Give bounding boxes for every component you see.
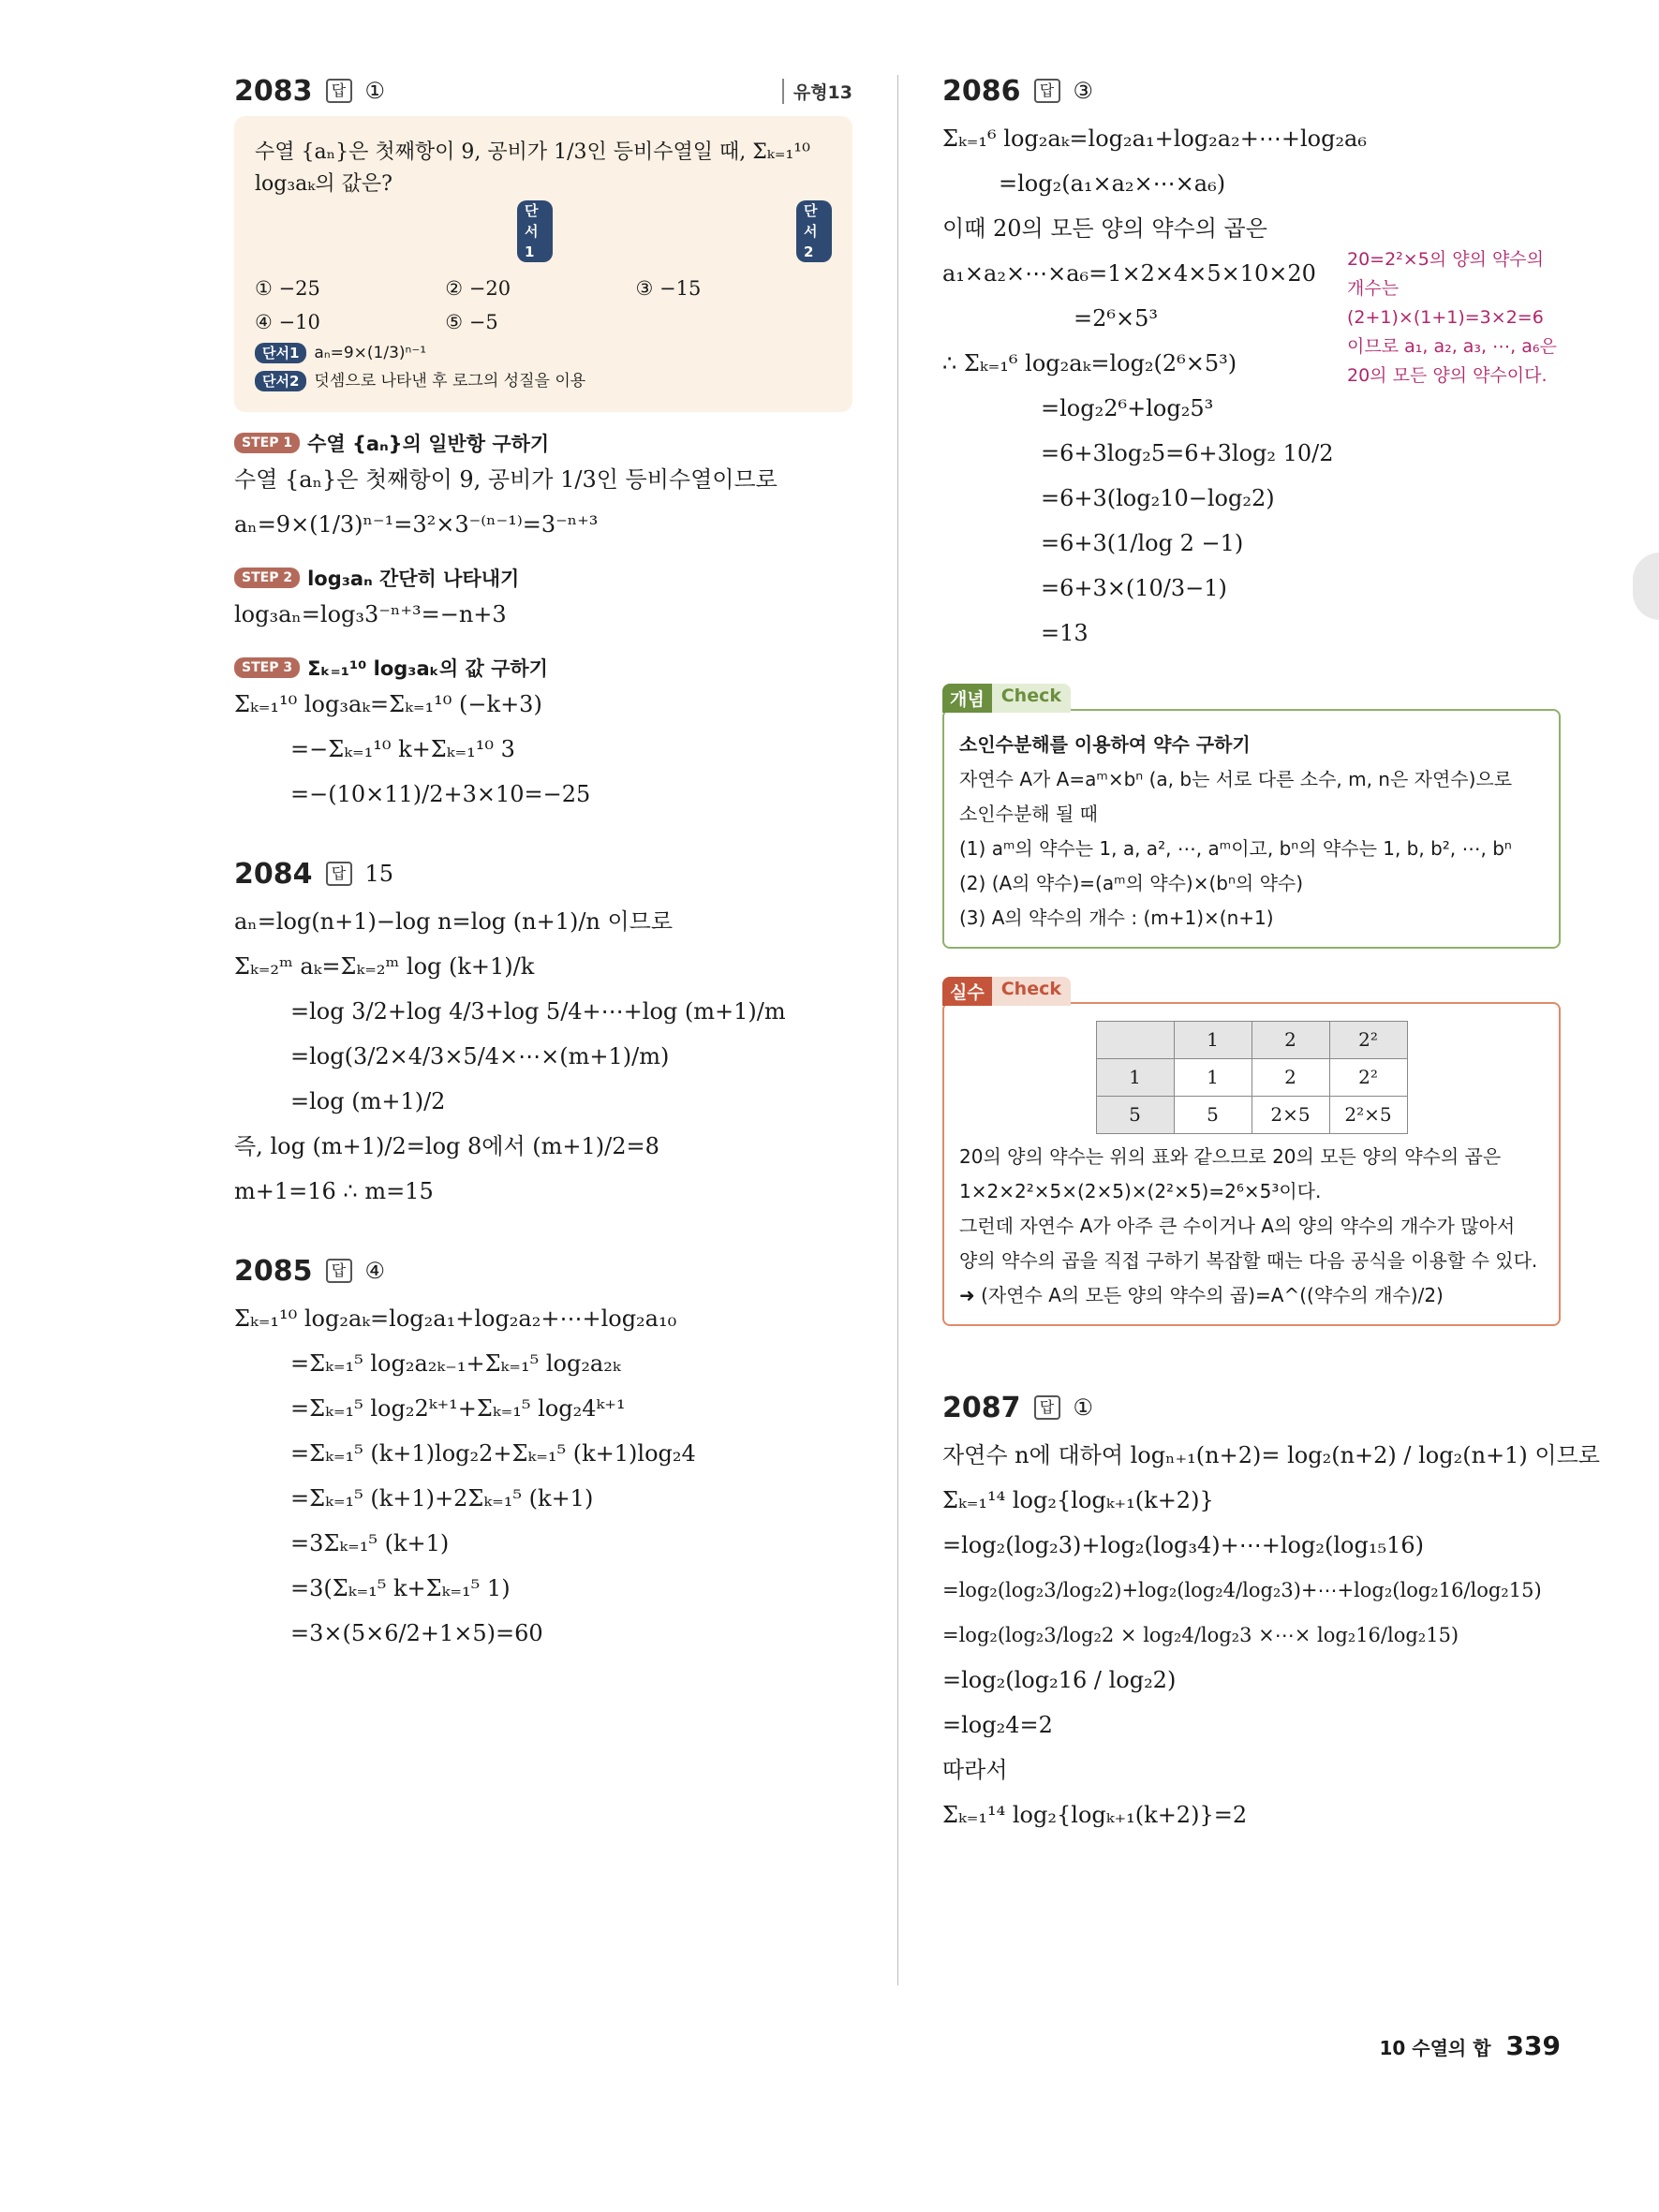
choice: ② −20: [445, 277, 511, 300]
math-line: =log(3/2×4/3×5/4×⋯×(m+1)/m): [290, 1043, 670, 1069]
table-row-header: 1: [1096, 1059, 1174, 1097]
clue-tag-1: 단서1: [517, 200, 553, 262]
chapter-title: 10 수열의 합: [1379, 2037, 1491, 2059]
math-line: =log₂(log₂3)+log₂(log₃4)+⋯+log₂(log₁₅16): [942, 1532, 1424, 1558]
math-line: Σₖ₌₂ᵐ aₖ=Σₖ₌₂ᵐ log (k+1)/k: [234, 953, 535, 980]
math-line: Σₖ₌₁¹⁴ log₂{logₖ₊₁(k+2)}=2: [942, 1802, 1248, 1828]
step-heading: [234, 429, 852, 457]
math-line: =log (m+1)/2: [290, 1088, 446, 1114]
math-line: 따라서: [942, 1757, 1008, 1783]
table-header-cell: 1: [1174, 1022, 1252, 1059]
divisor-table: [1096, 1021, 1408, 1134]
concept-title: 소인수분해를 이용하여 약수 구하기: [959, 733, 1251, 756]
concept-line: 소인수분해 될 때: [959, 803, 1098, 825]
table-cell: 2×5: [1252, 1097, 1329, 1134]
tag-label: Check: [992, 977, 1071, 1006]
mistake-check-tag: [942, 977, 1071, 1006]
math-line: =13: [1041, 620, 1089, 646]
clue-tag-2: 단서2: [255, 371, 306, 391]
math-line: =Σₖ₌₁⁵ (k+1)log₂2+Σₖ₌₁⁵ (k+1)log₂4: [290, 1440, 696, 1467]
table-cell: 2: [1252, 1059, 1329, 1097]
problem-number: 2085: [234, 1254, 313, 1288]
page-number: 339: [1505, 2030, 1561, 2061]
math-line: =−Σₖ₌₁¹⁰ k+Σₖ₌₁¹⁰ 3: [290, 736, 515, 762]
clue-tag-2: 단서2: [796, 200, 832, 262]
mistake-line: 그런데 자연수 A가 아주 큰 수이거나 A의 양의 약수의 개수가 많아서: [959, 1215, 1516, 1237]
answer-value: ①: [1073, 1394, 1094, 1421]
answer-value: ①: [364, 78, 386, 104]
math-line: =2⁶×5³: [1074, 305, 1158, 332]
mistake-line: 양의 약수의 곱을 직접 구하기 복잡할 때는 다음 공식을 이용할 수 있다.: [959, 1249, 1538, 1272]
concept-line: 자연수 A가 A=aᵐ×bⁿ (a, b는 서로 다른 소수, m, n은 자연수)으로: [959, 768, 1513, 790]
math-line: =6+3(1/log 2 −1): [1041, 530, 1244, 556]
hint-2: [255, 367, 832, 395]
math-line: Σₖ₌₁¹⁰ log₃aₖ=Σₖ₌₁¹⁰ (−k+3): [234, 691, 542, 717]
type-tag: 유형13: [782, 79, 852, 104]
problem-number: 2087: [942, 1391, 1021, 1424]
math-line: =Σₖ₌₁⁵ log₂a₂ₖ₋₁+Σₖ₌₁⁵ log₂a₂ₖ: [290, 1350, 621, 1377]
page-footer: [1380, 2030, 1562, 2061]
math-line: =−(10×11)/2+3×10=−25: [290, 781, 591, 807]
math-line: =3(Σₖ₌₁⁵ k+Σₖ₌₁⁵ 1): [290, 1575, 511, 1601]
concept-line: (2) (A의 약수)=(aᵐ의 약수)×(bⁿ의 약수): [959, 872, 1304, 894]
step-title: log₃aₙ 간단히 나타내기: [307, 568, 520, 590]
math-line: =6+3×(10/3−1): [1041, 575, 1227, 601]
answer-icon: 답: [326, 1259, 352, 1283]
hint-text: aₙ=9×(1/3)ⁿ⁻¹: [314, 344, 427, 362]
choice: ① −25: [255, 277, 320, 300]
choice: ③ −15: [635, 277, 702, 300]
problem-header: [234, 848, 852, 899]
step-tag: STEP 2: [234, 568, 300, 588]
question-box: [234, 116, 852, 412]
column-divider: [897, 75, 898, 1985]
step-title: Σₖ₌₁¹⁰ log₃aₖ의 값 구하기: [307, 657, 548, 680]
math-line: ∴ Σₖ₌₁⁶ log₂aₖ=log₂(2⁶×5³): [942, 350, 1237, 376]
answer-value: ③: [1073, 78, 1094, 104]
table-cell: 5: [1174, 1097, 1252, 1134]
problem-number: 2083: [234, 74, 313, 108]
mistake-line: 1×2×2²×5×(2×5)×(2²×5)=2⁶×5³이다.: [959, 1180, 1322, 1202]
choice: ⑤ −5: [445, 311, 498, 333]
step-heading: [234, 654, 852, 682]
mistake-check-box: [942, 1002, 1561, 1326]
table-row-header: 5: [1096, 1097, 1174, 1134]
math-line: =log 3/2+log 4/3+log 5/4+⋯+log (m+1)/m: [290, 998, 786, 1025]
mistake-line: ➜ (자연수 A의 모든 양의 약수의 곱)=A^((약수의 개수)/2): [959, 1284, 1444, 1306]
answer-value: ④: [364, 1258, 386, 1284]
math-line: log₃aₙ=log₃3⁻ⁿ⁺³=−n+3: [234, 601, 507, 627]
math-line: Σₖ₌₁¹⁴ log₂{logₖ₊₁(k+2)}: [942, 1487, 1214, 1513]
chapter-edge-tab: [1633, 553, 1659, 620]
math-line: 자연수 n에 대하여 logₙ₊₁(n+2)= log₂(n+2) / log₂(n+1) 이므로: [942, 1442, 1600, 1468]
table-cell: 2²: [1329, 1059, 1407, 1097]
problem-header: [942, 66, 1561, 116]
margin-note: 20=2²×5의 양의 약수의 개수는 (2+1)×(1+1)=3×2=6 이므로 a₁, a₂, a₃, ⋯, a₆은 20의 모든 양의 약수이다.: [1347, 249, 1557, 386]
math-line: 즉, log (m+1)/2=log 8에서 (m+1)/2=8: [234, 1133, 659, 1159]
math-line: =log₂(log₂3/log₂2 × log₂4/log₂3 ×⋯× log₂16/log₂15): [942, 1624, 1459, 1646]
hint-text: 덧셈으로 나타낸 후 로그의 성질을 이용: [314, 372, 586, 391]
math-line: =Σₖ₌₁⁵ log₂2ᵏ⁺¹+Σₖ₌₁⁵ log₂4ᵏ⁺¹: [290, 1395, 626, 1422]
math-line: a₁×a₂×⋯×a₆=1×2×4×5×10×20: [942, 260, 1316, 287]
step-heading: [234, 564, 852, 592]
answer-icon: 답: [1034, 79, 1060, 103]
table-header-cell: 2: [1252, 1022, 1329, 1059]
choice: ④ −10: [255, 311, 320, 333]
math-line: =3Σₖ₌₁⁵ (k+1): [290, 1530, 450, 1556]
math-line: aₙ=9×(1/3)ⁿ⁻¹=3²×3⁻⁽ⁿ⁻¹⁾=3⁻ⁿ⁺³: [234, 511, 599, 538]
math-line: =6+3(log₂10−log₂2): [1041, 485, 1275, 511]
math-line: =log₂(a₁×a₂×⋯×a₆): [999, 170, 1226, 197]
clue-tag-1: 단서1: [255, 343, 306, 363]
question-text: 수열 {aₙ}은 첫째항이 9, 공비가 1/3인 등비수열일 때, Σₖ₌₁¹⁰ log₃aₖ의 값은?: [255, 140, 810, 196]
hint-1: [255, 339, 832, 367]
answer-icon: 답: [326, 79, 352, 103]
tag-label: 개념: [942, 684, 992, 713]
math-line: =log₂2⁶+log₂5³: [1041, 395, 1214, 421]
problem-number: 2084: [234, 857, 313, 891]
mistake-line: 20의 양의 약수는 위의 표와 같으므로 20의 모든 양의 약수의 곱은: [959, 1145, 1502, 1168]
math-line: =3×(5×6/2+1×5)=60: [290, 1620, 543, 1646]
math-line: 수열 {aₙ}은 첫째항이 9, 공비가 1/3인 등비수열이므로: [234, 466, 778, 493]
answer-icon: 답: [326, 862, 352, 886]
left-column: [234, 66, 852, 1656]
problem-header: [234, 66, 852, 116]
concept-line: (1) aᵐ의 약수는 1, a, a², ⋯, aᵐ이고, bⁿ의 약수는 1, b, b², ⋯, bⁿ: [959, 837, 1512, 860]
math-line: aₙ=log(n+1)−log n=log (n+1)/n 이므로: [234, 908, 674, 935]
concept-check-tag: [942, 684, 1071, 713]
math-line: =6+3log₂5=6+3log₂ 10/2: [1041, 440, 1334, 466]
step-tag: STEP 3: [234, 657, 300, 678]
math-line: Σₖ₌₁⁶ log₂aₖ=log₂a₁+log₂a₂+⋯+log₂a₆: [942, 125, 1367, 152]
math-line: m+1=16 ∴ m=15: [234, 1178, 434, 1204]
tag-label: Check: [992, 684, 1071, 713]
table-corner-cell: [1096, 1022, 1174, 1059]
concept-line: (3) A의 약수의 개수 : (m+1)×(n+1): [959, 907, 1274, 929]
answer-icon: 답: [1034, 1395, 1060, 1420]
table-header-cell: 2²: [1329, 1022, 1407, 1059]
math-line: =log₂(log₂3/log₂2)+log₂(log₂4/log₂3)+⋯+log₂(log₂16/log₂15): [942, 1579, 1542, 1601]
concept-check-box: [942, 709, 1561, 949]
math-line: =Σₖ₌₁⁵ (k+1)+2Σₖ₌₁⁵ (k+1): [290, 1485, 594, 1512]
math-line: Σₖ₌₁¹⁰ log₂aₖ=log₂a₁+log₂a₂+⋯+log₂a₁₀: [234, 1305, 677, 1332]
table-cell: 1: [1174, 1059, 1252, 1097]
math-line: =log₂(log₂16 / log₂2): [942, 1667, 1177, 1693]
table-cell: 2²×5: [1329, 1097, 1407, 1134]
problem-header: [234, 1246, 852, 1296]
tag-label: 실수: [942, 977, 992, 1006]
step-tag: STEP 1: [234, 433, 300, 453]
answer-value: 15: [364, 861, 394, 887]
math-line: =log₂4=2: [942, 1712, 1053, 1738]
math-line: 이때 20의 모든 양의 약수의 곱은: [942, 215, 1267, 242]
problem-header: [942, 1382, 1561, 1433]
choices: [255, 272, 832, 339]
problem-number: 2086: [942, 74, 1021, 108]
step-title: 수열 {aₙ}의 일반항 구하기: [307, 433, 550, 455]
